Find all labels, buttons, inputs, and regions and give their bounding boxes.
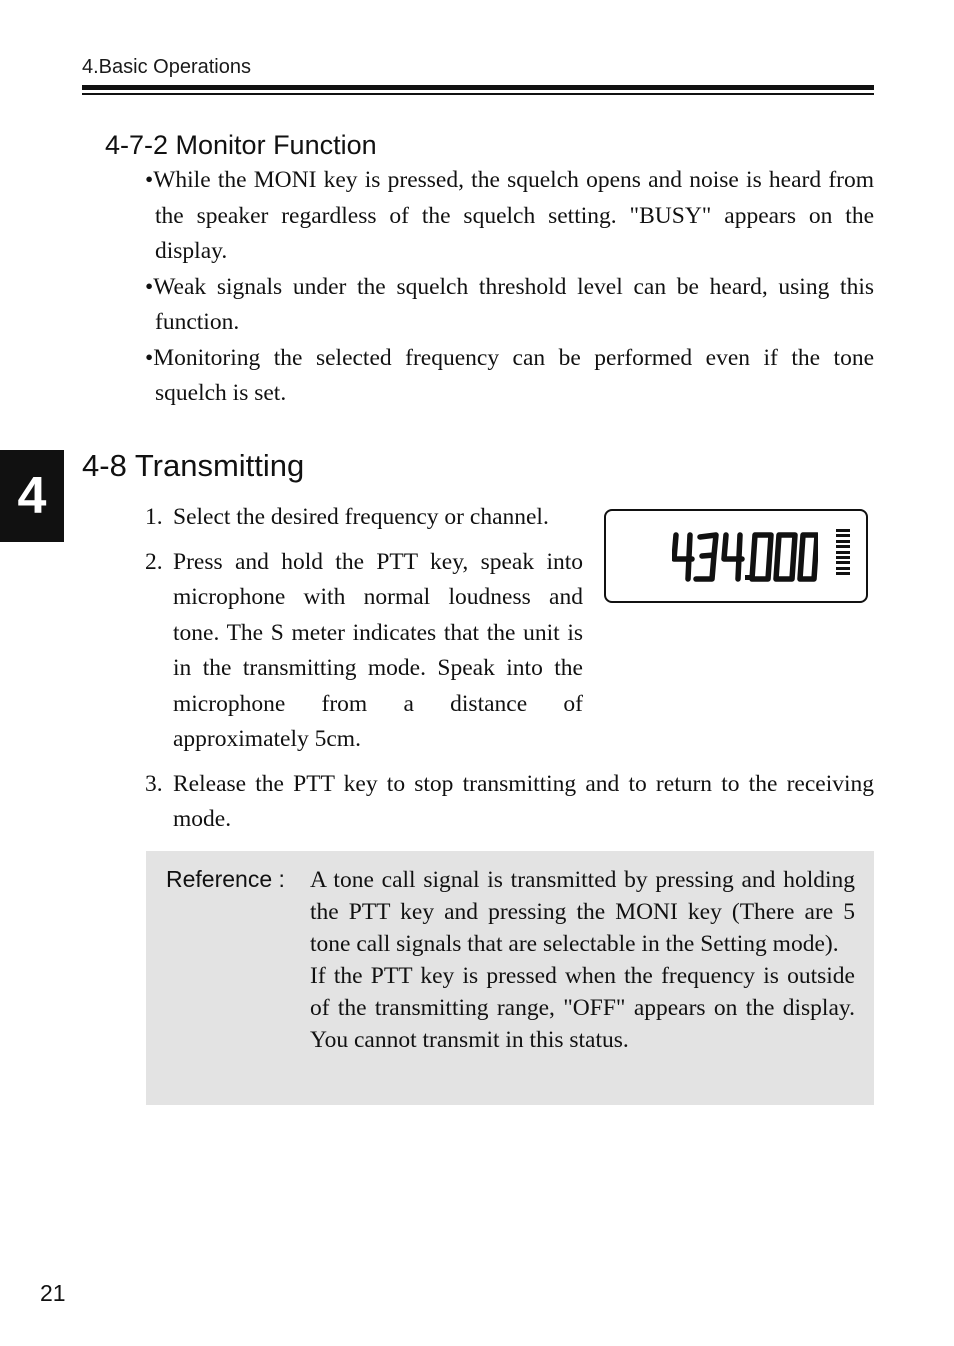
s-meter-segment bbox=[836, 567, 850, 570]
reference-label: Reference : bbox=[166, 866, 285, 892]
s-meter-segment bbox=[836, 551, 850, 554]
step-text: Release the PTT key to stop transmitting and to return to the receiving mode. bbox=[173, 770, 874, 832]
s-meter-segment bbox=[836, 556, 850, 559]
bullet-item: •Weak signals under the squelch threshold level can be heard, using this function. bbox=[145, 273, 874, 335]
page-number: 21 bbox=[40, 1280, 66, 1306]
s-meter-icon bbox=[836, 529, 850, 583]
step-item bbox=[145, 500, 587, 536]
header-rule-thin bbox=[82, 93, 874, 95]
step-number: 3. bbox=[145, 770, 163, 797]
step-text: Select the desired frequency or channel. bbox=[173, 504, 549, 530]
step-text: Press and hold the PTT key, speak into microphone with normal loudness and tone. The S meter indicates that the unit is in the transmitting mode. Speak into the microphone from a distance of approximately 5cm. bbox=[173, 548, 583, 752]
s-meter-segment bbox=[836, 561, 850, 564]
header-rule-thick bbox=[82, 85, 874, 90]
monitor-bullet-list bbox=[145, 163, 874, 412]
bullet-item: •While the MONI key is pressed, the squelch opens and noise is heard from the speaker regardless of the squelch setting. "BUSY" appears on the display. bbox=[145, 167, 874, 264]
s-meter-segment bbox=[836, 534, 850, 537]
s-meter-segment bbox=[836, 545, 850, 548]
chapter-tab: 4 bbox=[0, 450, 64, 542]
step-number: 2. bbox=[145, 548, 163, 575]
reference-paragraph: If the PTT key is pressed when the frequency is outside of the transmitting range, "OFF" appears on the display. You cannot transmit in this status. bbox=[310, 963, 855, 1053]
step-item bbox=[145, 767, 874, 838]
bullet-item: •Monitoring the selected frequency can be performed even if the tone squelch is set. bbox=[145, 344, 874, 406]
s-meter-segment bbox=[836, 540, 850, 543]
s-meter-segment bbox=[836, 572, 850, 575]
step-number: 1. bbox=[145, 504, 163, 530]
running-header: 4.Basic Operations bbox=[82, 56, 251, 78]
step-item bbox=[145, 545, 583, 758]
lcd-frequency-readout bbox=[672, 529, 818, 585]
reference-box bbox=[146, 851, 874, 1105]
s-meter-segment bbox=[836, 529, 850, 532]
lcd-display-illustration bbox=[604, 509, 868, 603]
section-heading-transmitting: 4-8 Transmitting bbox=[82, 448, 305, 483]
section-heading-monitor: 4-7-2 Monitor Function bbox=[105, 130, 377, 160]
reference-paragraph: A tone call signal is transmitted by pressing and holding the PTT key and pressing the MONI key (There are 5 tone call signals that are selectable in the Setting mode). bbox=[310, 867, 855, 957]
reference-text bbox=[310, 864, 855, 1056]
